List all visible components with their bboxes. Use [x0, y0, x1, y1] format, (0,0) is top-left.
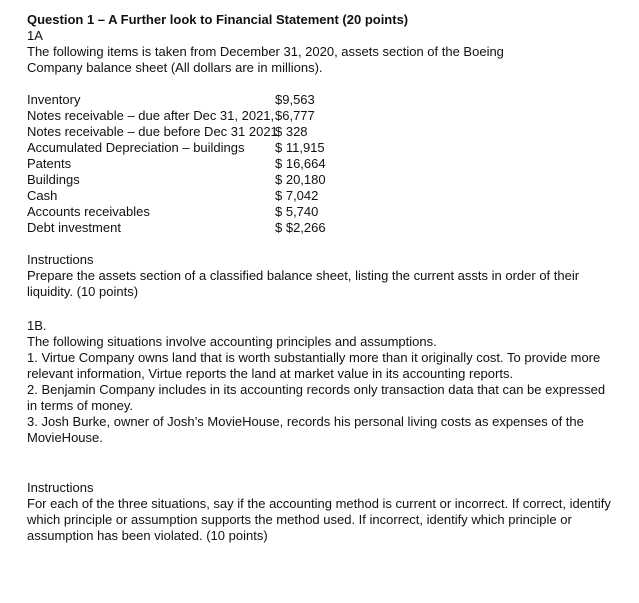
item-label: Cash	[27, 188, 58, 203]
part-b	[27, 318, 617, 446]
part-a-instructions	[27, 252, 617, 300]
situation-3: 3. Josh Burke, owner of Josh’s MovieHouse, records his personal living costs as expenses of the MovieHouse.	[27, 414, 584, 445]
item-value: $6,777	[275, 108, 315, 123]
question-title: Question 1 – A Further look to Financial Statement (20 points)	[27, 12, 409, 27]
balance-item-row	[27, 172, 617, 188]
instructions-text: For each of the three situations, say if the accounting method is current or incorrect. If correct, identify which principle or assumption supports the method used. If incorrect, identify which principle or assumption has been violated. (10 points)	[27, 496, 611, 543]
item-value: $9,563	[275, 92, 315, 107]
part-b-label: 1B.	[27, 318, 47, 333]
balance-item-row	[27, 156, 617, 172]
situation-1: 1. Virtue Company owns land that is worth substantially more than it originally cost. To provide more relevant information, Virtue reports the land at market value in its accounting reports.	[27, 350, 601, 381]
item-value: $ 16,664	[275, 156, 326, 171]
situation-2: 2. Benjamin Company includes in its accounting records only transaction data that can be expressed in terms of money.	[27, 382, 606, 413]
balance-item-row	[27, 204, 617, 220]
balance-item-row	[27, 188, 617, 204]
instructions-heading: Instructions	[27, 252, 94, 267]
item-value: $ 328	[275, 124, 308, 139]
item-value: $ $2,266	[275, 220, 326, 235]
instructions-heading: Instructions	[27, 480, 94, 495]
balance-item-row	[27, 140, 617, 156]
item-label: Notes receivable – due after Dec 31, 2021,	[27, 108, 275, 123]
item-label: Inventory	[27, 92, 81, 107]
balance-item-row	[27, 124, 617, 140]
part-b-intro: The following situations involve accounting principles and assumptions.	[27, 334, 437, 349]
item-label: Debt investment	[27, 220, 121, 235]
balance-item-row	[27, 220, 617, 236]
item-value: $ 11,915	[275, 140, 325, 155]
item-label: Notes receivable – due before Dec 31 2021	[27, 124, 278, 139]
balance-item-row	[27, 92, 617, 108]
item-label: Accounts receivables	[27, 204, 150, 219]
item-label: Buildings	[27, 172, 80, 187]
part-a-intro: The following items is taken from December 31, 2020, assets section of the Boeing Company balance sheet (All dollars are in millions).	[27, 44, 504, 75]
item-label: Patents	[27, 156, 72, 171]
item-label: Accumulated Depreciation – buildings	[27, 140, 245, 155]
balance-item-row	[27, 108, 617, 124]
balance-items-list	[27, 92, 617, 236]
part-b-instructions	[27, 480, 617, 544]
item-value: $ 7,042	[275, 188, 319, 203]
instructions-text: Prepare the assets section of a classified balance sheet, listing the current assts in order of their liquidity. (10 points)	[27, 268, 580, 299]
item-value: $ 5,740	[275, 204, 319, 219]
question-header	[27, 12, 617, 76]
item-value: $ 20,180	[275, 172, 326, 187]
part-a-label: 1A	[27, 28, 43, 43]
